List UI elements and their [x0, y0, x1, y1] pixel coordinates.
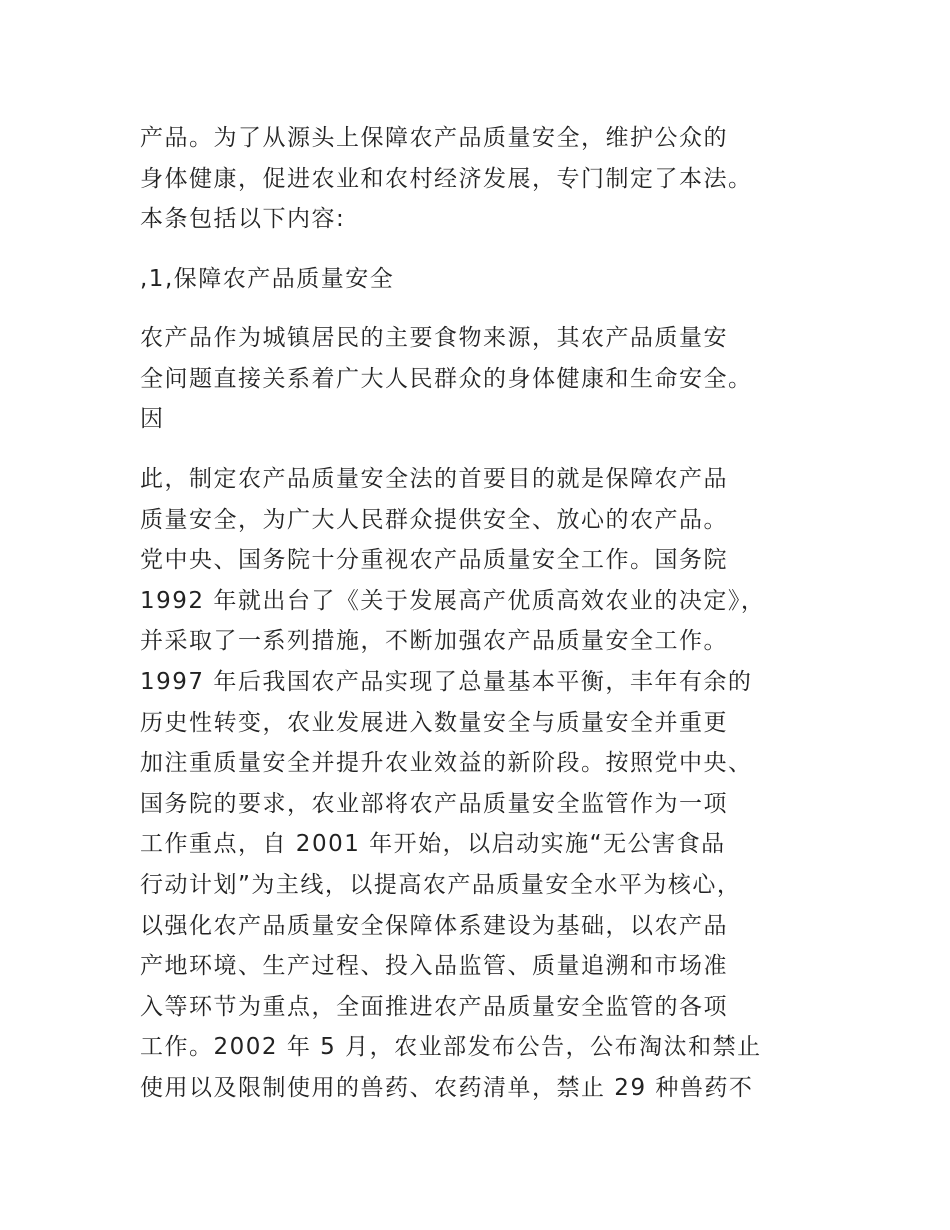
- text-line: 加注重质量安全并提升农业效益的新阶段。按照党中央、: [140, 750, 753, 777]
- heading-text: ,1,保障农产品质量安全: [140, 266, 395, 292]
- text-line: 历史性转变，农业发展进入数量安全与质量安全并重更: [140, 709, 728, 736]
- section-heading: [140, 259, 840, 300]
- text-line: 行动计划”为主线，以提高农产品质量安全水平为核心，: [140, 871, 742, 898]
- text-line: 工作重点，自 2001 年开始，以启动实施“无公害食品: [140, 831, 726, 858]
- paragraph-legislation-history: [140, 459, 840, 1109]
- text-line: 入等环节为重点，全面推进农产品质量安全监管的各项: [140, 993, 728, 1020]
- paragraph-food-source: [140, 318, 840, 440]
- text-line: 质量安全，为广大人民群众提供安全、放心的农产品。: [140, 506, 728, 533]
- text-line: 1992 年就出台了《关于发展高产优质高效农业的决定》，: [140, 587, 766, 614]
- text-line: 1997 年后我国农产品实现了总量基本平衡，丰年有余的: [140, 668, 753, 695]
- text-line: 产品。为了从源头上保障农产品质量安全，维护公众的: [140, 125, 728, 151]
- text-line: 国务院的要求，农业部将农产品质量安全监管作为一项: [140, 790, 728, 817]
- paragraph-intro: [140, 118, 840, 240]
- text-line: 使用以及限制使用的兽药、农药清单，禁止 29 种兽药不: [140, 1074, 754, 1101]
- text-line: 党中央、国务院十分重视农产品质量安全工作。国务院: [140, 547, 728, 574]
- text-line: 农产品作为城镇居民的主要食物来源，其农产品质量安: [140, 325, 728, 351]
- text-line: 以强化农产品质量安全保障体系建设为基础，以农产品: [140, 912, 728, 939]
- text-line: 身体健康，促进农业和农村经济发展，专门制定了本法。: [140, 165, 753, 192]
- text-line: 此，制定农产品质量安全法的首要目的就是保障农产品: [140, 466, 728, 492]
- text-line: 因: [140, 406, 165, 433]
- text-line: 产地环境、生产过程、投入品监管、质量追溯和市场准: [140, 953, 728, 980]
- text-line: 并采取了一系列措施，不断加强农产品质量安全工作。: [140, 628, 728, 655]
- text-line: 本条包括以下内容:: [140, 206, 346, 233]
- text-line: 全问题直接关系着广大人民群众的身体健康和生命安全。: [140, 365, 753, 392]
- text-line: 工作。2002 年 5 月，农业部发布公告，公布淘汰和禁止: [140, 1034, 762, 1061]
